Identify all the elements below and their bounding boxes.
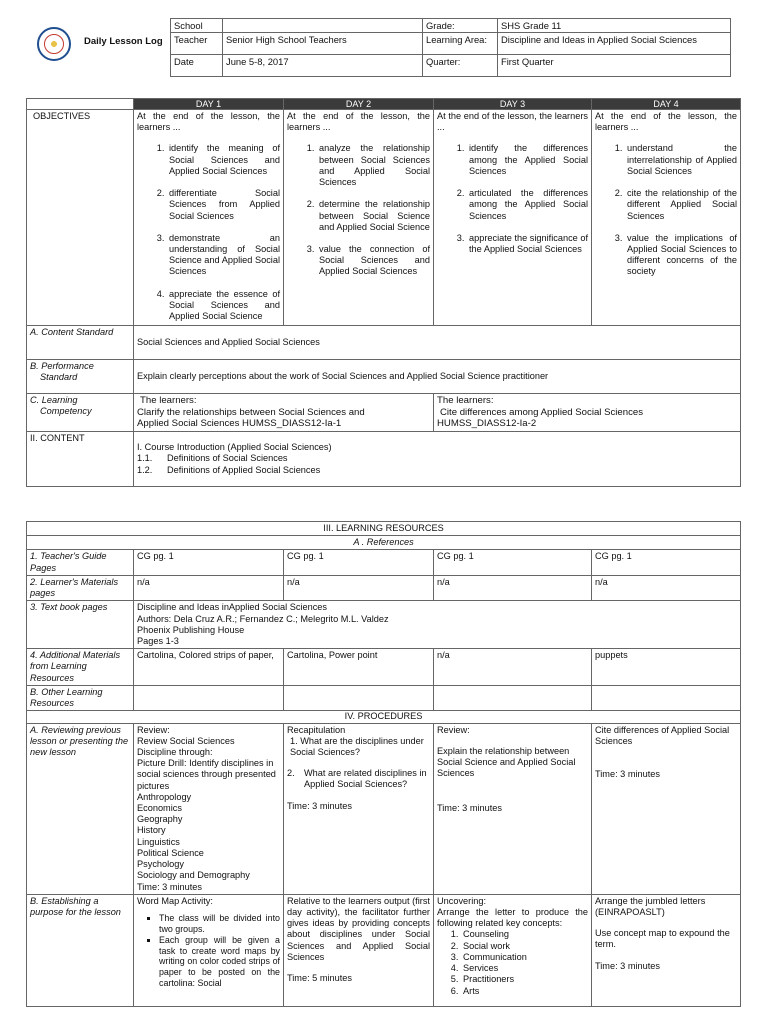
day-1-objectives: At the end of the lesson, the learners ... 1. identify the meaning of Social Sciences and Applied Social Sciences 2. differentiate Social Sciences from Applied Social Sciences 3. demonstrate an understanding of Social Science and Applied Social Sciences 4. appreciate the essence of Social Sciences and Applied Social Science	[134, 110, 284, 326]
additional-materials-label: 4. Additional Materials from Learning Resources	[27, 649, 134, 686]
day-3-objectives: At the end of the lesson, the learners ... 1. identify the differences among the Applied Social Sciences 2. articulated the differences among the Applied Social Sciences 3. appreciate the significance of the Applied Social Sciences	[434, 110, 592, 326]
teachers-guide-day2: CG pg. 1	[284, 550, 434, 575]
establishing-purpose-label: B. Establishing a purpose for the lesson	[27, 894, 134, 1006]
purpose-day1: Word Map Activity: ▪ The class will be divided into two groups. ▪ Each group will be given a task to create word maps by writing on color coded strips of paper to be posted on the cartolina: Social	[134, 894, 284, 1006]
date-value: June 5-8, 2017	[223, 55, 423, 77]
teacher-value: Senior High School Teachers	[223, 33, 423, 55]
performance-standard-label: B. Performance Standard	[27, 360, 134, 394]
competency-right: The learners: Cite differences among Applied Social Sciences HUMSS_DIASS12-Ia-2	[434, 394, 741, 432]
review-day3: Review: Explain the relationship between Social Science and Applied Social Sciences Time: 3 minutes	[434, 723, 592, 894]
additional-materials-day2: Cartolina, Power point	[284, 649, 434, 686]
objectives-table	[26, 98, 741, 487]
references-subtitle: A . References	[27, 536, 741, 550]
content-label: II. CONTENT	[27, 432, 134, 487]
learners-materials-day1: n/a	[134, 575, 284, 600]
teachers-guide-day3: CG pg. 1	[434, 550, 592, 575]
additional-materials-day1: Cartolina, Colored strips of paper,	[134, 649, 284, 686]
date-label: Date	[171, 55, 223, 77]
performance-standard-text: Explain clearly perceptions about the work of Social Sciences and Applied Social Science practitioner	[134, 360, 741, 394]
learners-materials-day3: n/a	[434, 575, 592, 600]
review-day2: Recapitulation 1. What are the disciplines under Social Sciences? 2. What are related disciplines in Applied Social Sciences? Time: 3 minutes	[284, 723, 434, 894]
additional-materials-day4: puppets	[592, 649, 741, 686]
textbook-pages: Discipline and Ideas inApplied Social Sciences Authors: Dela Cruz A.R.; Fernandez C.; Melegrito M.L. Valdez Phoenix Publishing House Pages 1-3	[134, 601, 741, 649]
purpose-day3: Uncovering: Arrange the letter to produce the following related key concepts: 1. Counseling 2. Social work 3. Communication 4. Services 5. Practitioners 6. Arts	[434, 894, 592, 1006]
document-title: Daily Lesson Log	[84, 36, 163, 47]
day-2-header: DAY 2	[284, 99, 434, 110]
learners-materials-day2: n/a	[284, 575, 434, 600]
day-4-header: DAY 4	[592, 99, 741, 110]
learning-resources-title: III. LEARNING RESOURCES	[27, 522, 741, 536]
review-day4: Cite differences of Applied Social Sciences Time: 3 minutes	[592, 723, 741, 894]
day-1-header: DAY 1	[134, 99, 284, 110]
deped-seal-icon	[37, 27, 71, 61]
school-value	[223, 19, 423, 33]
day-4-objectives: At the end of the lesson, the learners ... 1. understand the interrelationship of Applied Social Sciences 2. cite the relationship of the different Applied Social Sciences 3. value the implications of Applied Social Sciences to different concerns of the society	[592, 110, 741, 326]
learners-materials-day4: n/a	[592, 575, 741, 600]
teachers-guide-label: 1. Teacher's Guide Pages	[27, 550, 134, 575]
purpose-day4: Arrange the jumbled letters (EINRAPOASLT) Use concept map to expound the term. Time: 3 minutes	[592, 894, 741, 1006]
textbook-label: 3. Text book pages	[27, 601, 134, 649]
procedures-title: IV. PROCEDURES	[27, 711, 741, 723]
teacher-label: Teacher	[171, 33, 223, 55]
quarter-value: First Quarter	[498, 55, 731, 77]
additional-materials-day3: n/a	[434, 649, 592, 686]
grade-value: SHS Grade 11	[498, 19, 731, 33]
content-standard-label: A. Content Standard	[27, 326, 134, 360]
day-3-header: DAY 3	[434, 99, 592, 110]
day-2-objectives: At the end of the lesson, the learners ... 1. analyze the relationship between Social Sciences and Applied Social Sciences 2. determine the relationship between Social Science and Applied Social Science 3. value the connection of Social Sciences and Applied Social Sciences	[284, 110, 434, 326]
header-table	[170, 18, 731, 77]
competency-label: C. Learning Competency	[27, 394, 134, 432]
learners-materials-label: 2. Learner's Materials pages	[27, 575, 134, 600]
learning-area-value: Discipline and Ideas in Applied Social Sciences	[498, 33, 731, 55]
grade-label: Grade:	[423, 19, 498, 33]
teachers-guide-day1: CG pg. 1	[134, 550, 284, 575]
other-resources-label: B. Other Learning Resources	[27, 685, 134, 710]
objectives-label: OBJECTIVES	[27, 110, 134, 326]
content-text: I. Course Introduction (Applied Social Sciences) 1.1. Definitions of Social Sciences 1.2. Definitions of Applied Social Sciences	[134, 432, 741, 487]
competency-left: The learners: Clarify the relationships between Social Sciences and Applied Social Sciences HUMSS_DIASS12-Ia-1	[134, 394, 434, 432]
teachers-guide-day4: CG pg. 1	[592, 550, 741, 575]
reviewing-lesson-label: A. Reviewing previous lesson or presenting the new lesson	[27, 723, 134, 894]
quarter-label: Quarter:	[423, 55, 498, 77]
resources-procedures-table	[26, 521, 741, 1007]
learning-area-label: Learning Area:	[423, 33, 498, 55]
school-label: School	[171, 19, 223, 33]
content-standard-text: Social Sciences and Applied Social Sciences	[134, 326, 741, 360]
purpose-day2: Relative to the learners output (first day activity), the facilitator further gives ideas by providing concepts about disciplines under Social Sciences and Applied Social Sciences Time: 5 minutes	[284, 894, 434, 1006]
review-day1: Review: Review Social Sciences Discipline through: Picture Drill: Identify disciplines in social sciences through presented pictures Anthropology Economics Geography History Linguistics Political Science Psychology Sociology and Demography Time: 3 minutes	[134, 723, 284, 894]
